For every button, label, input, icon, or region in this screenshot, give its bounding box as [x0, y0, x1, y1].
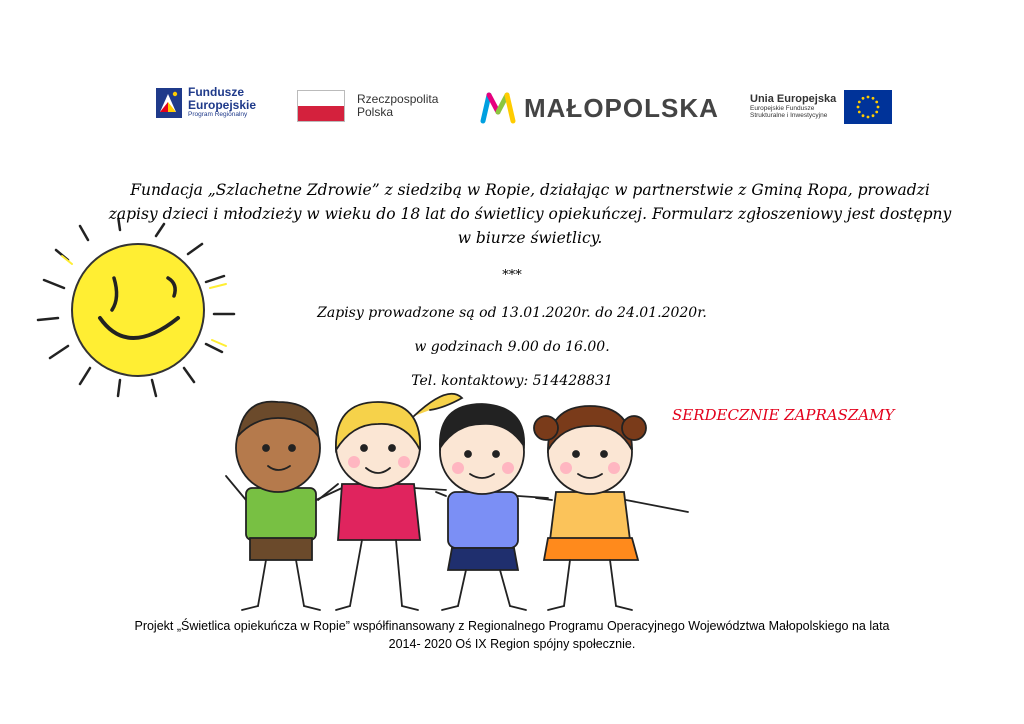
- child-girl-brunette: [534, 406, 688, 610]
- fe-line1: Fundusze: [188, 85, 244, 99]
- announcement: [100, 178, 960, 250]
- malopolska-logo: [480, 92, 719, 124]
- footer-line2: 2014- 2020 Oś IX Region spójny społecznie.: [388, 637, 636, 651]
- malopolska-m-icon: [480, 92, 516, 124]
- separator: ***: [502, 268, 522, 283]
- fundusze-europejskie-logo: [156, 86, 256, 119]
- hours-line: w godzinach 9.00 do 16.00.: [414, 339, 610, 355]
- unia-europejska-logo: [750, 90, 892, 124]
- eu-flag-icon: [844, 90, 892, 124]
- dates-line: Zapisy prowadzone są od 13.01.2020r. do 24.01.2020r.: [317, 305, 707, 321]
- rp-line1: Rzeczpospolita: [357, 91, 439, 106]
- announcement-line2: zapisy dzieci i młodzieży w wieku do 18 lat do świetlicy opiekuńczej. Formularz zgłoszeniowy jest dostępny: [108, 205, 952, 223]
- malopolska-name: MAŁOPOLSKA: [524, 92, 719, 123]
- rzeczpospolita-polska-logo: [297, 90, 438, 122]
- child-boy-blue: [436, 404, 548, 610]
- child-boy-left: [226, 402, 338, 610]
- announcement-line3: w biurze świetlicy.: [457, 229, 603, 247]
- phone-line: Tel. kontaktowy: 514428831: [411, 373, 613, 389]
- children-illustration: [218, 388, 698, 620]
- fe-line3: Program Regionalny: [188, 111, 248, 119]
- ue-line1: Unia Europejska: [750, 93, 837, 106]
- ue-line3: Strukturalne i Inwestycyjne: [750, 111, 828, 119]
- fe-line2: Europejskie: [188, 97, 257, 112]
- announcement-line1: Fundacja „Szlachetne Zdrowie” z siedzibą w Ropie, działając w partnerstwie z Gminą Ropa, prowadzi: [130, 181, 930, 199]
- invite-text: SERDECZNIE ZAPRASZAMY: [672, 406, 895, 424]
- project-footer: [80, 617, 944, 653]
- rp-line2: Polska: [357, 105, 394, 119]
- child-girl-blonde: [316, 394, 462, 610]
- polish-flag-icon: [297, 90, 345, 122]
- fundusze-europejskie-icon: [156, 88, 182, 118]
- ue-line2: Europejskie Fundusze: [750, 104, 815, 112]
- logo-bar: [0, 78, 1024, 138]
- footer-line1: Projekt „Świetlica opiekuńcza w Ropie” współfinansowany z Regionalnego Programu Operacyjnego Województwa Małopolskiego na lata: [134, 619, 890, 633]
